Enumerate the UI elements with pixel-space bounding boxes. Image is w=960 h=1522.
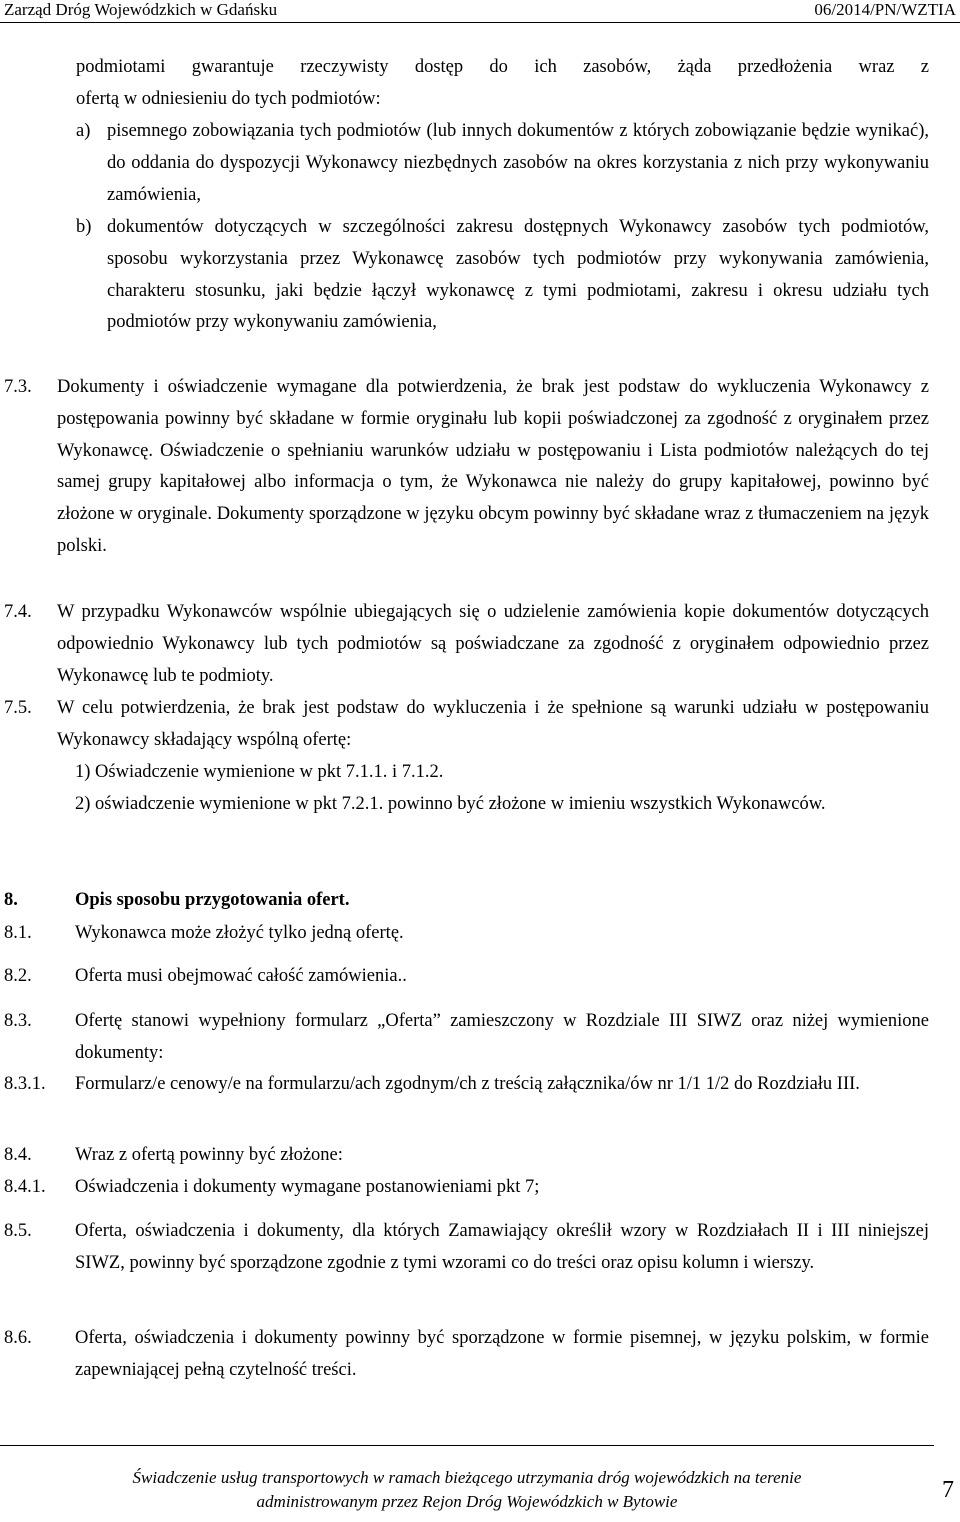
section-7-5-item-2: 2) oświadczenie wymienione w pkt 7.2.1. powinno być złożone w imieniu wszystkich Wykonawców.: [75, 794, 826, 814]
section-8-4-number: 8.4.: [4, 1145, 32, 1165]
footer-rule: [0, 1445, 934, 1446]
section-8-3-text: Ofertę stanowi wypełniony formularz „Oferta” zamieszczony w Rozdziale III SIWZ oraz niżej wymienione dokumenty:: [75, 1011, 929, 1063]
section-8-3-number: 8.3.: [4, 1011, 32, 1031]
header-rule: [0, 22, 960, 23]
section-8-6-number: 8.6.: [4, 1328, 32, 1348]
item-b-text: dokumentów dotyczących w szczególności zakresu dostępnych Wykonawcy zasobów tych podmiotów, sposobu wykorzystania przez Wykonawcę zasobów tych podmiotów przy wykonywania zamówienia, charakteru stosunku, jaki będzie łączył wykonawcę z tymi podmiotami, zakresu i okresu udziału tych podmiotów przy wykonywaniu zamówienia,: [107, 217, 929, 333]
header-case-number: 06/2014/PN/WZTIA: [814, 0, 956, 19]
page-footer: [0, 1466, 934, 1514]
section-8-title: Opis sposobu przygotowania ofert.: [75, 890, 350, 910]
intro-line-1: podmiotami gwarantuje rzeczywisty dostęp do ich zasobów, żąda przedłożenia wraz z: [76, 57, 929, 77]
section-8-5-text: Oferta, oświadczenia i dokumenty, dla których Zamawiający określił wzory w Rozdziałach II i III niniejszej SIWZ, powinny być sporządzone zgodnie z tymi wzorami co do treści oraz opisu kolumn i wierszy.: [75, 1221, 929, 1273]
section-7-4-text: W przypadku Wykonawców wspólnie ubiegających się o udzielenie zamówienia kopie dokumentów dotyczących odpowiednio Wykonawcy lub tych podmiotów są poświadczane za zgodność z oryginałem odpowiednio przez Wykonawcę lub te podmioty.: [57, 602, 929, 686]
section-8-4-1-text: Oświadczenia i dokumenty wymagane postanowieniami pkt 7;: [75, 1177, 540, 1197]
footer-line-2: administrowanym przez Rejon Dróg Wojewódzkich w Bytowie: [256, 1492, 678, 1511]
section-8-3-1-number: 8.3.1.: [4, 1074, 46, 1094]
section-8-3-1-text: Formularz/e cenowy/e na formularzu/ach zgodnym/ch z treścią załącznika/ów nr 1/1 1/2 do Rozdziału III.: [75, 1074, 860, 1094]
item-a-label: a): [76, 121, 91, 141]
footer-line-1: Świadczenie usług transportowych w ramach bieżącego utrzymania dróg wojewódzkich na terenie: [132, 1468, 802, 1487]
section-8-number: 8.: [4, 890, 18, 910]
page-number: 7: [942, 1477, 954, 1503]
section-7-5-text: W celu potwierdzenia, że brak jest podstaw do wykluczenia i że spełnione są warunki udziału w postępowaniu Wykonawcy składający wspólną ofertę:: [57, 698, 929, 750]
section-7-4-number: 7.4.: [4, 602, 32, 622]
page-header: [0, 0, 960, 22]
intro-line-2: ofertą w odniesieniu do tych podmiotów:: [76, 89, 381, 109]
item-a-text: pisemnego zobowiązania tych podmiotów (lub innych dokumentów z których zobowiązanie będzie wynikać), do oddania do dyspozycji Wykonawcy niezbędnych zasobów na okres korzystania z nich przy wykonywaniu zamówienia,: [107, 121, 929, 205]
section-8-4-text: Wraz z ofertą powinny być złożone:: [75, 1145, 343, 1165]
item-b-label: b): [76, 217, 92, 237]
section-8-2-text: Oferta musi obejmować całość zamówienia..: [75, 966, 407, 986]
section-8-1-number: 8.1.: [4, 923, 32, 943]
section-8-4-1-number: 8.4.1.: [4, 1177, 46, 1197]
section-7-5-number: 7.5.: [4, 698, 32, 718]
header-organization: Zarząd Dróg Wojewódzkich w Gdańsku: [4, 0, 278, 19]
section-8-6-text: Oferta, oświadczenia i dokumenty powinny być sporządzone w formie pisemnej, w języku polskim, w formie zapewniającej pełną czytelność treści.: [75, 1328, 929, 1380]
section-8-2-number: 8.2.: [4, 966, 32, 986]
section-7-5-item-1: 1) Oświadczenie wymienione w pkt 7.1.1. i 7.1.2.: [75, 762, 444, 782]
section-7-3-number: 7.3.: [4, 377, 32, 397]
section-8-1-text: Wykonawca może złożyć tylko jedną ofertę.: [75, 923, 404, 943]
section-8-5-number: 8.5.: [4, 1221, 32, 1241]
section-7-3-text: Dokumenty i oświadczenie wymagane dla potwierdzenia, że brak jest podstaw do wykluczenia Wykonawcy z postępowania powinny być składane w formie oryginału lub kopii poświadczonej za zgodność z oryginałem przez Wykonawcę. Oświadczenie o spełnianiu warunków udziału w postępowaniu i Lista podmiotów należących do tej samej grupy kapitałowej albo informacja o tym, że Wykonawca nie należy do grupy kapitałowej, powinno być złożone w oryginale. Dokumenty sporządzone w języku obcym powinny być składane wraz z tłumaczeniem na język polski.: [57, 377, 929, 556]
